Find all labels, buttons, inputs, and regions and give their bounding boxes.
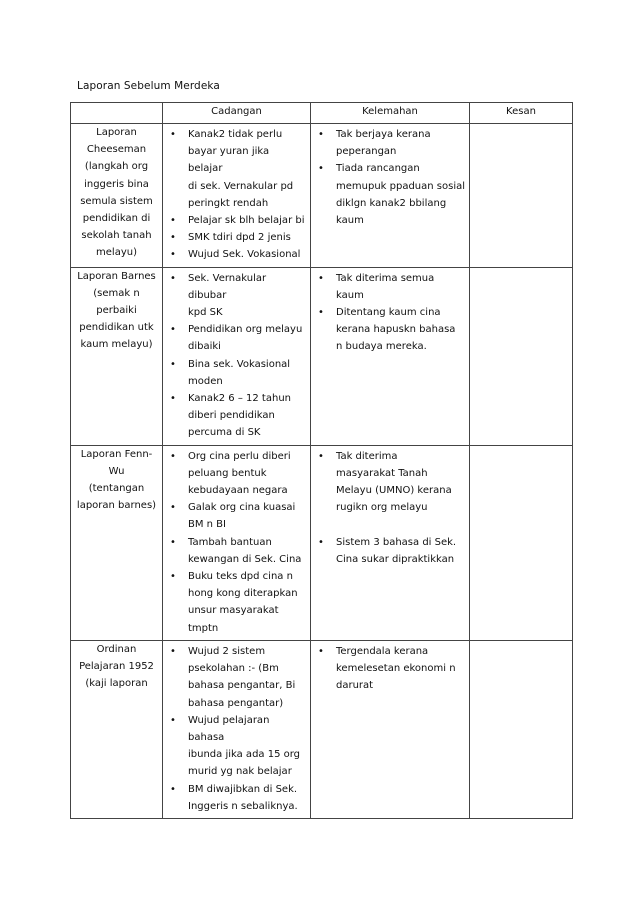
report-name-line: Laporan Barnes	[77, 270, 156, 282]
kelemahan-item-line: • Tergendala kerana	[336, 645, 429, 657]
kelemahan-item-line: kerana hapuskn bahasa	[336, 324, 456, 336]
cadangan-item-line: kebudayaan negara	[188, 485, 288, 497]
cadangan-cell	[163, 445, 311, 640]
cadangan-item-line: • Galak org cina kuasai	[188, 502, 296, 514]
cadangan-item-line: diberi pendidikan	[188, 410, 275, 422]
kelemahan-list	[311, 268, 469, 359]
report-name-cell	[71, 445, 163, 640]
cadangan-item-line: BM n BI	[188, 519, 226, 531]
cadangan-item-line: moden	[188, 375, 223, 387]
cadangan-item-line: ibunda jika ada 15 org	[188, 749, 301, 761]
kelemahan-item-line: masyarakat Tanah	[336, 467, 428, 479]
table-row	[71, 124, 573, 268]
kelemahan-item-line: peperangan	[336, 146, 397, 158]
report-name-line: Wu	[108, 465, 125, 477]
kelemahan-item-line: • Tak diterima	[336, 450, 398, 462]
cadangan-item	[163, 643, 306, 712]
kelemahan-cell	[311, 640, 470, 818]
report-name-line: Laporan	[96, 127, 137, 138]
cadangan-list	[163, 446, 310, 640]
kesan-cell	[470, 640, 573, 818]
kesan-cell	[470, 445, 573, 640]
report-name-line: (kaji laporan	[85, 678, 148, 690]
kelemahan-item-line: n budaya mereka.	[336, 341, 427, 353]
cadangan-item-line: • Buku teks dpd cina n	[188, 571, 293, 583]
cadangan-item-line: peluang bentuk	[188, 467, 267, 479]
report-name-line: laporan barnes)	[76, 500, 157, 512]
kelemahan-item-line: • Tiada rancangan	[336, 163, 420, 175]
report-name-line: sekolah tanah	[81, 230, 152, 242]
kelemahan-item-line: Cina sukar dipraktikkan	[336, 553, 455, 565]
kelemahan-cell	[311, 124, 470, 268]
cadangan-item	[163, 781, 306, 815]
cadangan-item	[163, 126, 306, 212]
report-name-line: melayu)	[96, 247, 137, 259]
report-name-cell	[71, 640, 163, 818]
cadangan-item	[163, 229, 306, 246]
header-kesan: Kesan	[470, 103, 573, 124]
kelemahan-item-line: • Tak berjaya kerana	[336, 129, 431, 140]
cadangan-item-line: percuma di SK	[188, 427, 261, 439]
header-row	[71, 103, 573, 124]
header-kelemahan: Kelemahan	[311, 103, 470, 124]
report-name-line: kaum melayu)	[80, 339, 153, 351]
header-cadangan: Cadangan	[163, 103, 311, 124]
kelemahan-item-line: diklgn kanak2 bbilang	[336, 197, 447, 209]
report-name-line: Cheeseman	[86, 144, 147, 156]
kelemahan-cell	[311, 445, 470, 640]
kelemahan-item	[311, 643, 465, 695]
kelemahan-item-line: kaum	[336, 215, 364, 227]
cadangan-item	[163, 356, 306, 390]
cadangan-item-line: psekolahan :- (Bm	[188, 663, 279, 675]
cadangan-item-line: dibaiki	[188, 341, 221, 353]
cadangan-item-line: Inggeris n sebaliknya.	[188, 800, 298, 812]
kelemahan-list	[311, 446, 469, 571]
cadangan-item-line: • Tambah bantuan	[188, 536, 272, 548]
cadangan-item-line: • Sek. Vernakular dibubar	[188, 272, 267, 301]
report-name-line: (langkah org	[84, 161, 149, 173]
kelemahan-item	[311, 534, 465, 568]
cadangan-item-line: • Wujud 2 sistem	[188, 645, 266, 657]
kelemahan-list	[311, 124, 469, 232]
report-name-line: Pelajaran 1952	[79, 661, 154, 673]
kelemahan-item-line: kaum	[336, 289, 364, 301]
report-name-line: pendidikan di	[82, 213, 151, 225]
report-name-line: pendidikan utk	[79, 322, 154, 334]
cadangan-item-line: kewangan di Sek. Cina	[188, 553, 302, 565]
kelemahan-item-line: darurat	[336, 680, 374, 692]
kelemahan-item-line: • Sistem 3 bahasa di Sek.	[336, 536, 457, 548]
cadangan-item-line: di sek. Vernakular pd	[188, 180, 294, 192]
kelemahan-list	[311, 641, 469, 698]
cadangan-item-line: • BM diwajibkan di Sek.	[188, 783, 298, 795]
cadangan-item	[163, 712, 306, 781]
cadangan-item	[163, 499, 306, 533]
cadangan-item-line: • Wujud pelajaran bahasa	[188, 714, 270, 743]
cadangan-item-line: unsur masyarakat tmptn	[188, 605, 279, 634]
kelemahan-item	[311, 448, 465, 517]
cadangan-list	[163, 268, 310, 445]
cadangan-item-line: • Kanak2 tidak perlu	[188, 129, 283, 140]
cadangan-item-line: • Wujud Sek. Vokasional	[188, 249, 301, 261]
kelemahan-item-line: Melayu (UMNO) kerana	[336, 485, 452, 497]
cadangan-item-line: • SMK tdiri dpd 2 jenis	[188, 232, 291, 244]
kelemahan-item	[311, 126, 465, 160]
cadangan-item-line: hong kong diterapkan	[188, 588, 298, 600]
header-report	[71, 103, 163, 124]
page-title: Laporan Sebelum Merdeka	[77, 80, 220, 92]
kelemahan-item-line: kemelesetan ekonomi n	[336, 663, 456, 675]
cadangan-item	[163, 534, 306, 568]
report-name-line: semula sistem	[80, 195, 153, 207]
cadangan-item-line: peringkt rendah	[188, 197, 269, 209]
cadangan-item-line: bahasa pengantar)	[188, 697, 284, 709]
cadangan-item	[163, 212, 306, 229]
report-name-line: (semak n	[93, 287, 140, 299]
cadangan-item-line: • Kanak2 6 – 12 tahun	[188, 393, 291, 405]
cadangan-item-line: bayar yuran jika belajar	[188, 146, 270, 175]
cadangan-item-line: • Bina sek. Vokasional	[188, 358, 291, 370]
kelemahan-item-line: rugikn org melayu	[336, 502, 428, 514]
cadangan-cell	[163, 640, 311, 818]
kelemahan-item	[311, 160, 465, 229]
report-name-line: perbaiki	[96, 305, 137, 317]
kelemahan-item	[311, 270, 465, 304]
report-name-line: Laporan Fenn-	[80, 448, 153, 460]
kelemahan-item-line: memupuk ppaduan sosial	[336, 180, 466, 192]
report-name-cell	[71, 124, 163, 268]
table-row	[71, 267, 573, 445]
cadangan-item-line: • Org cina perlu diberi	[188, 450, 291, 462]
kesan-cell	[470, 124, 573, 268]
kelemahan-cell	[311, 267, 470, 445]
cadangan-item-line: kpd SK	[188, 307, 223, 319]
cadangan-item	[163, 270, 306, 322]
report-table	[70, 102, 573, 819]
cadangan-item	[163, 390, 306, 442]
cadangan-list	[163, 641, 310, 818]
cadangan-list	[163, 124, 310, 267]
kesan-cell	[470, 267, 573, 445]
cadangan-item-line: murid yg nak belajar	[188, 766, 292, 778]
cadangan-item	[163, 448, 306, 500]
cadangan-item-line: bahasa pengantar, Bi	[188, 680, 296, 692]
table-row	[71, 445, 573, 640]
cadangan-item-line: • Pelajar sk blh belajar bi	[188, 215, 305, 227]
cadangan-item	[163, 568, 306, 637]
cadangan-item-line: • Pendidikan org melayu	[188, 324, 303, 336]
kelemahan-item-line: • Ditentang kaum cina	[336, 307, 441, 319]
cadangan-cell	[163, 267, 311, 445]
kelemahan-item-line: • Tak diterima semua	[336, 272, 435, 284]
report-name-line: inggeris bina	[84, 178, 149, 190]
report-name-cell	[71, 267, 163, 445]
table-row	[71, 640, 573, 818]
cadangan-item	[163, 246, 306, 263]
kelemahan-item	[311, 304, 465, 356]
cadangan-cell	[163, 124, 311, 268]
cadangan-item	[163, 321, 306, 355]
report-name-line: Ordinan	[96, 643, 137, 655]
report-name-line: (tentangan	[88, 483, 145, 495]
